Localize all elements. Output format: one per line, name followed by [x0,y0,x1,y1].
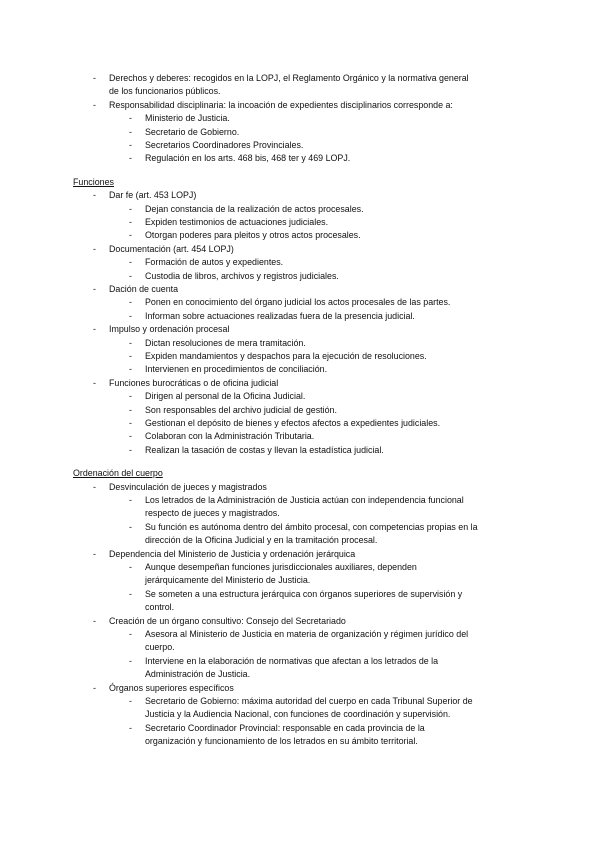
sub-bullet-dash: - [129,153,132,164]
sub-list-item: Regulación en los arts. 468 bis, 468 ter y 469 LOPJ. [145,153,351,164]
sub-bullet-dash: - [129,562,132,572]
list-item: Dependencia del Ministerio de Justicia y ordenación jerárquica [109,548,356,559]
sub-list-item: Dirigen al personal de la Oficina Judicial. [145,391,306,402]
bullet-dash: - [93,190,96,201]
sub-bullet-dash: - [129,722,132,733]
sub-list-item: Secretario de Gobierno. [145,126,240,137]
bullet-dash: - [93,615,96,626]
sub-list-item: Secretarios Coordinadores Provinciales. [145,140,304,150]
sub-list-item: Intervienen en procedimientos de conciliación. [145,364,328,375]
list-item: Responsabilidad disciplinaria: la incoación de expedientes disciplinarios corresponde a: [109,99,453,110]
section-heading-funciones: Funciones [73,176,114,187]
sub-bullet-dash: - [129,230,132,241]
sub-list-item: Formación de autos y expedientes. [145,257,284,268]
sub-list-item: Interviene en la elaboración de normativas que afectan a los letrados de la [145,655,439,666]
bullet-dash: - [93,243,96,254]
sub-list-item: Secretario de Gobierno: máxima autoridad del cuerpo en cada Tribunal Superior de [145,696,473,706]
list-item: Dar fe (art. 453 LOPJ) [109,190,197,201]
sub-list-item-continuation: organización y funcionamiento de los letrados en su ámbito territorial. [145,736,418,747]
sub-list-item: Los letrados de la Administración de Justicia actúan con independencia funcional [145,495,464,505]
sub-bullet-dash: - [129,126,132,137]
sub-list-item: Dejan constancia de la realización de actos procesales. [145,203,364,214]
sub-bullet-dash: - [129,418,132,428]
list-item: Órganos superiores específicos [109,682,234,693]
sub-list-item: Aunque desempeñan funciones jurisdiccionales auxiliares, dependen [145,562,417,572]
sub-bullet-dash: - [129,588,132,599]
sub-list-item-continuation: Administración de Justicia. [145,669,251,680]
sub-list-item: Ponen en conocimiento del órgano judicial los actos procesales de las partes. [145,297,451,308]
section-heading-ordenacion: Ordenación del cuerpo [73,468,163,479]
sub-bullet-dash: - [129,696,132,706]
bullet-dash: - [93,682,96,693]
bullet-dash: - [93,481,96,492]
sub-bullet-dash: - [129,270,132,281]
sub-list-item: Se someten a una estructura jerárquica con órganos superiores de supervisión y [145,588,463,599]
sub-list-item: Son responsables del archivo judicial de gestión. [145,404,337,415]
sub-list-item: Gestionan el depósito de bienes y efectos afectos a expedientes judiciales. [145,418,441,428]
sub-bullet-dash: - [129,203,132,214]
sub-bullet-dash: - [129,521,132,532]
sub-list-item: Informan sobre actuaciones realizadas fuera de la presencia judicial. [145,310,415,321]
sub-bullet-dash: - [129,113,132,124]
list-item: Dación de cuenta [109,284,179,294]
sub-bullet-dash: - [129,364,132,375]
bullet-dash: - [93,284,96,294]
sub-list-item-continuation: cuerpo. [145,642,175,653]
sub-list-item: Expiden testimonios de actuaciones judiciales. [145,217,329,227]
sub-list-item: Su función es autónoma dentro del ámbito procesal, con competencias propias en la [145,521,478,532]
sub-list-item: Expiden mandamientos y despachos para la ejecución de resoluciones. [145,351,427,361]
sub-list-item: Asesora al Ministerio de Justicia en materia de organización y régimen jurídico del [145,629,469,639]
sub-bullet-dash: - [129,655,132,666]
bullet-dash: - [93,324,96,335]
sub-bullet-dash: - [129,444,132,455]
list-item: Documentación (art. 454 LOPJ) [109,243,234,254]
list-item-continuation: de los funcionarios públicos. [109,86,221,97]
sub-bullet-dash: - [129,310,132,321]
sub-bullet-dash: - [129,351,132,361]
sub-list-item: Ministerio de Justicia. [145,113,230,124]
list-item: Impulso y ordenación procesal [109,324,230,335]
sub-list-item: Colaboran con la Administración Tributaria. [145,431,315,442]
sub-list-item-continuation: control. [145,602,175,613]
bullet-dash: - [93,548,96,559]
sub-bullet-dash: - [129,495,132,505]
bullet-dash: - [93,99,96,110]
sub-bullet-dash: - [129,140,132,150]
sub-bullet-dash: - [129,257,132,268]
bullet-dash: - [93,73,96,83]
sub-list-item: Otorgan poderes para pleitos y otros actos procesales. [145,230,361,241]
sub-bullet-dash: - [129,404,132,415]
list-item: Desvinculación de jueces y magistrados [109,481,267,492]
sub-list-item: Custodia de libros, archivos y registros judiciales. [145,270,339,281]
sub-list-item-continuation: dirección de la Oficina Judicial y en la tramitación procesal. [145,535,378,546]
list-item: Derechos y deberes: recogidos en la LOPJ, el Reglamento Orgánico y la normativa general [109,73,469,83]
sub-list-item: Dictan resoluciones de mera tramitación. [145,337,306,348]
sub-list-item: Secretario Coordinador Provincial: responsable en cada provincia de la [145,722,425,733]
sub-list-item: Realizan la tasación de costas y llevan la estadística judicial. [145,444,384,455]
sub-list-item-continuation: jerárquicamente del Ministerio de Justicia. [145,575,311,586]
list-item: Creación de un órgano consultivo: Consejo del Secretariado [109,615,346,626]
sub-bullet-dash: - [129,629,132,639]
list-item: Funciones burocráticas o de oficina judicial [109,377,279,388]
sub-list-item-continuation: Justicia y la Audiencia Nacional, con funciones de coordinación y supervisión. [145,709,451,720]
sub-bullet-dash: - [129,217,132,227]
sub-list-item-continuation: respecto de jueces y magistrados. [145,508,280,519]
sub-bullet-dash: - [129,297,132,308]
sub-bullet-dash: - [129,391,132,402]
sub-bullet-dash: - [129,431,132,442]
sub-bullet-dash: - [129,337,132,348]
bullet-dash: - [93,377,96,388]
